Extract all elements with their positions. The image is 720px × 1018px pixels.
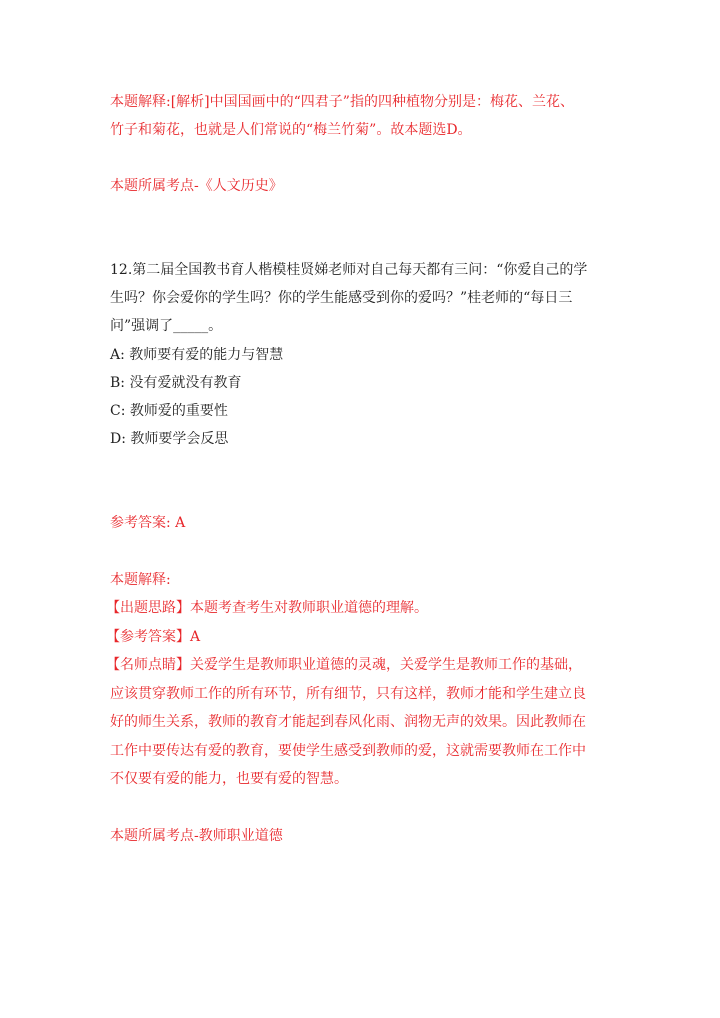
prev-explanation-line-2: 竹子和菊花，也就是人们常说的“梅兰竹菊”。故本题选D。 [110,122,472,138]
explanation-comment-line-1: 【名师点睛】关爱学生是教师职业道德的灵魂，关爱学生是教师工作的基础， [106,657,582,673]
explanation-comment-line-2: 应该贯穿教师工作的所有环节，所有细节，只有这样，教师才能和学生建立良 [110,686,586,702]
option-d: D: 教师要学会反思 [110,431,229,447]
option-a: A: 教师要有爱的能力与智慧 [110,347,284,363]
question-line-1: 12.第二届全国教书育人楷模桂贤娣老师对自己每天都有三问：“你爱自己的学 [110,262,588,278]
explanation-comment-line-4: 工作中要传达有爱的教育，要使学生感受到教师的爱，这就需要教师在工作中 [110,743,586,759]
explanation-idea: 【出题思路】本题考查考生对教师职业道德的理解。 [106,600,428,616]
option-b: B: 没有爱就没有教育 [110,375,242,391]
question-line-2: 生吗？你会爱你的学生吗？你的学生能感受到你的爱吗？”桂老师的“每日三 [110,290,573,306]
explanation-ref-answer: 【参考答案】A [106,629,201,645]
question-line-3: 问”强调了_____。 [110,318,223,334]
explanation-title: 本题解释: [110,572,171,588]
prev-topic: 本题所属考点-《人文历史》 [110,178,283,194]
explanation-comment-line-5: 不仅要有爱的能力，也要有爱的智慧。 [110,771,348,787]
option-c: C: 教师爱的重要性 [110,403,228,419]
topic: 本题所属考点-教师职业道德 [110,828,283,844]
explanation-comment-line-3: 好的师生关系，教师的教育才能起到春风化雨、润物无声的效果。因此教师在 [110,714,586,730]
prev-explanation-line-1: 本题解释:[解析]中国国画中的“四君子”指的四种植物分别是：梅花、兰花、 [110,94,574,110]
reference-answer: 参考答案: A [110,515,186,531]
